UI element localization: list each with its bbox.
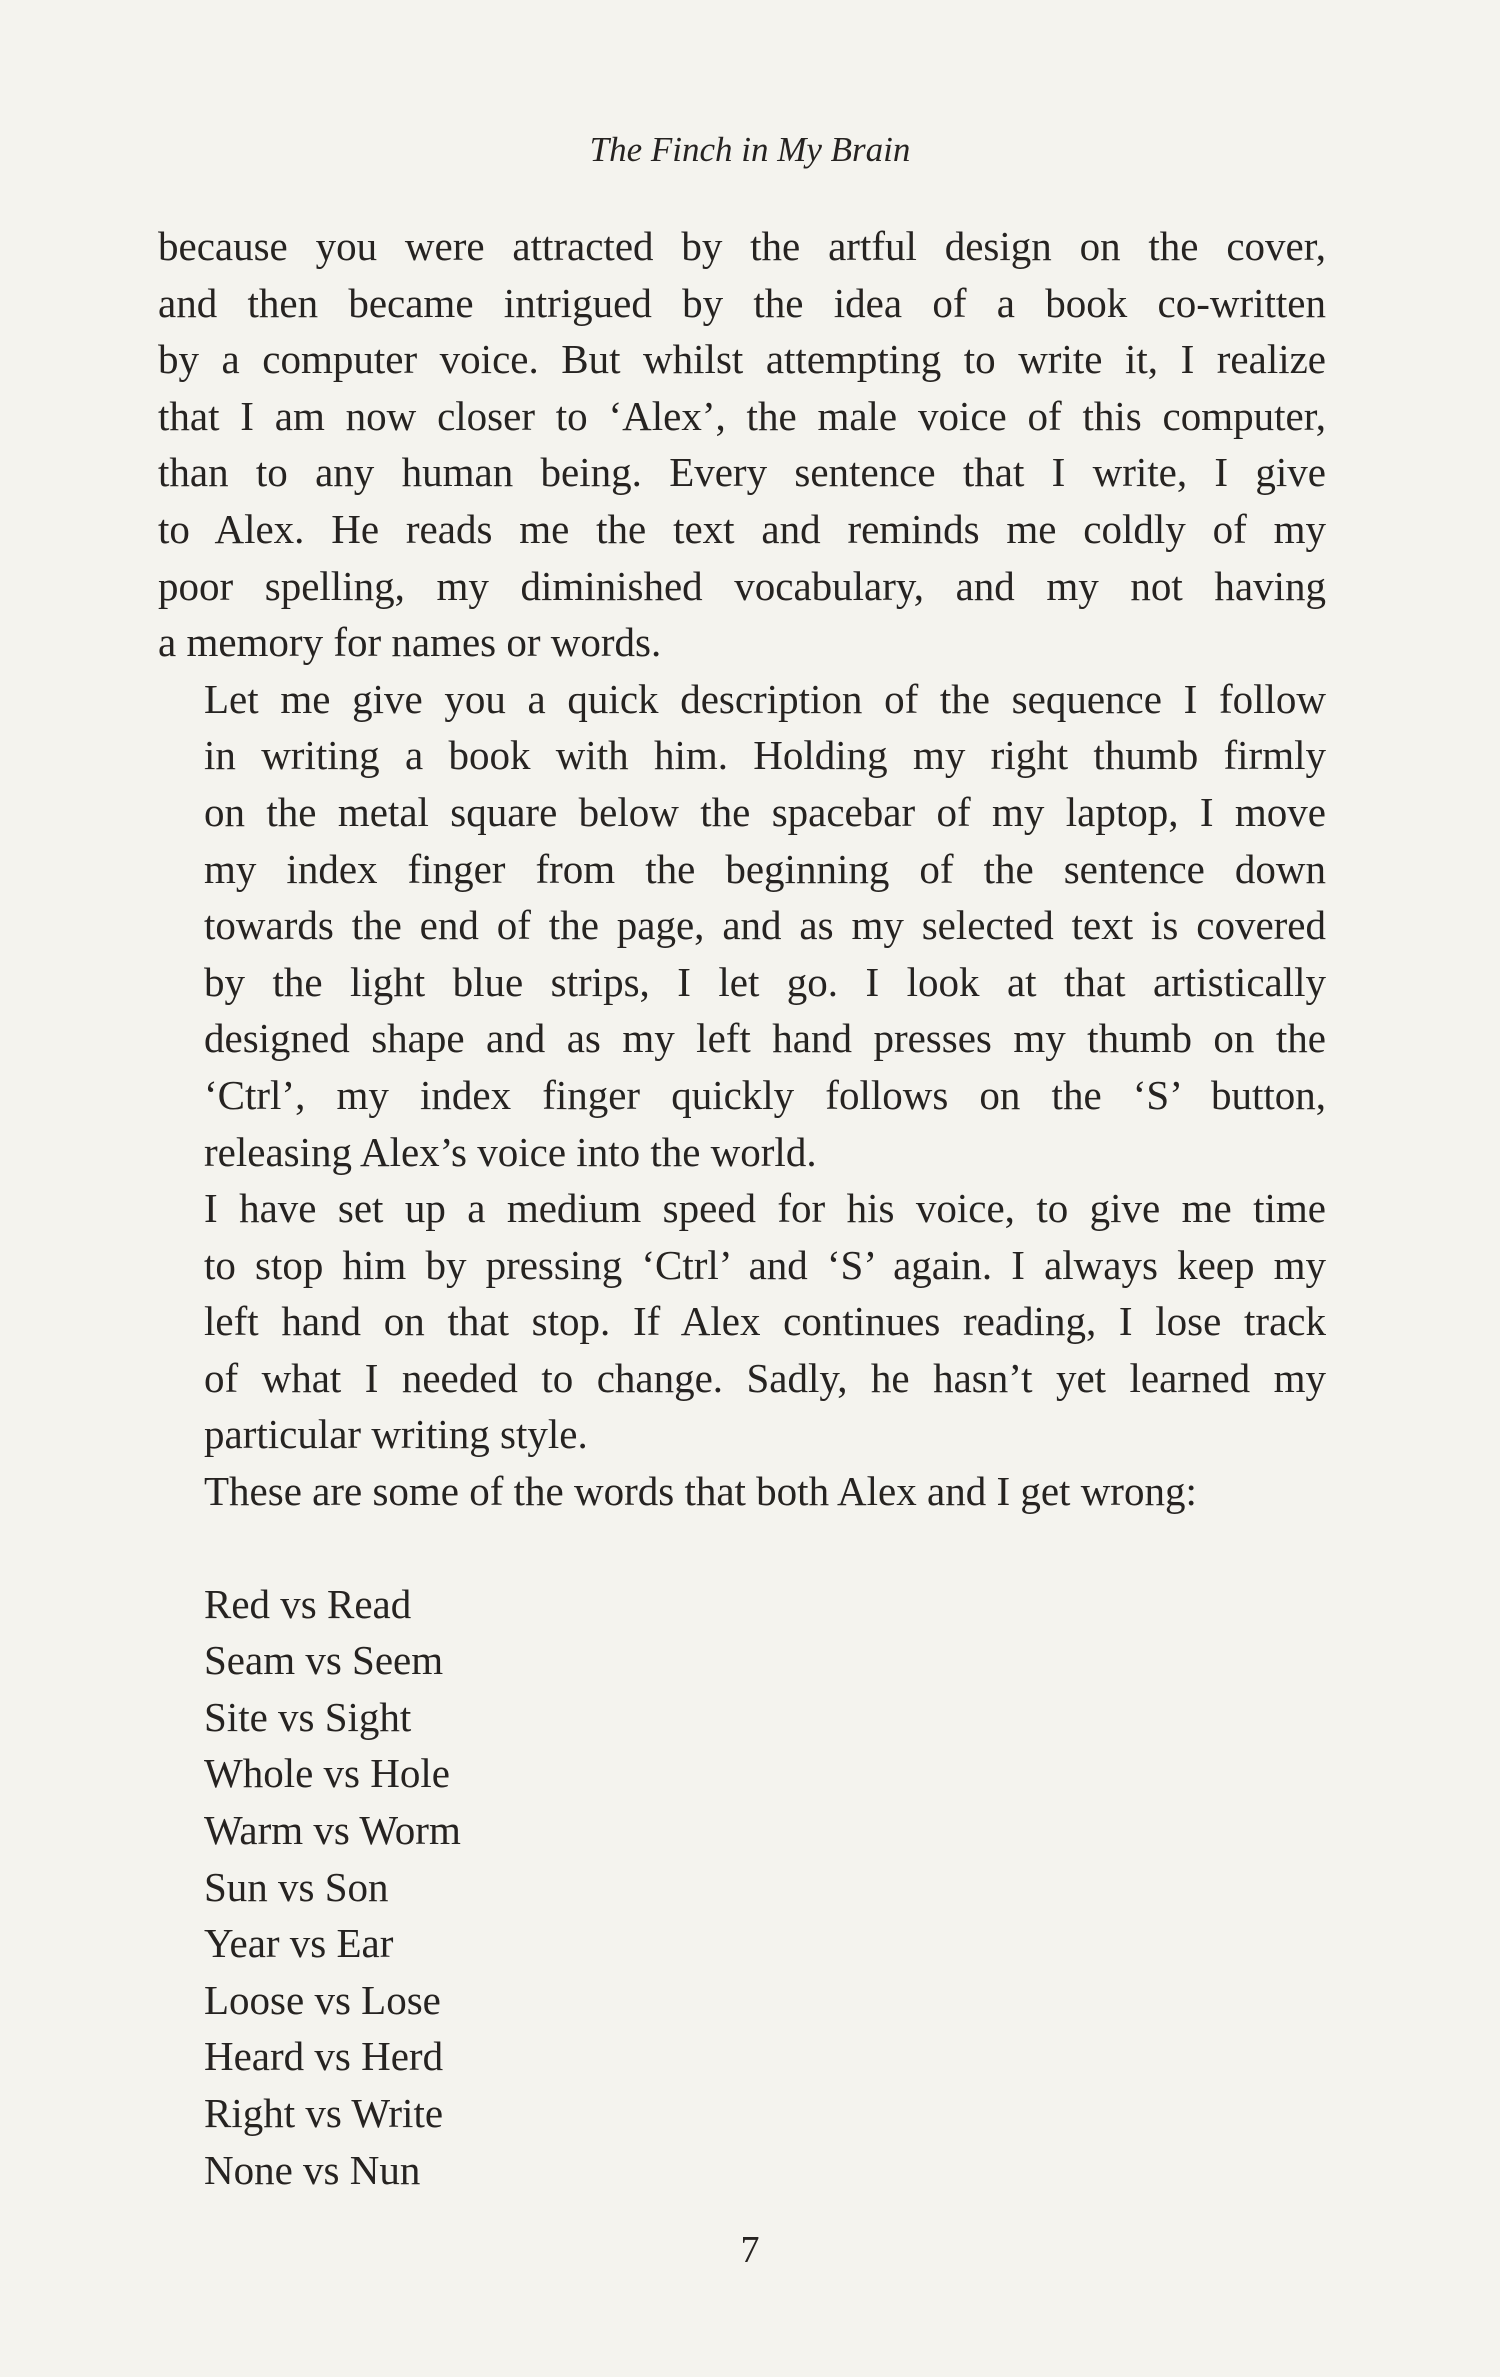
list-item: Loose vs Lose [204,1976,441,2023]
text-line: in writing a book with him. Holding my right thumb firmly [204,732,1326,779]
list-item: Warm vs Worm [204,1807,461,1854]
text-line: my index finger from the beginning of the sentence down [204,845,1326,892]
text-line: by the light blue strips, I let go. I look at that artistically [204,958,1326,1005]
text-line: because you were attracted by the artful design on the cover, [158,223,1326,269]
list-item: Seam vs Seem [204,1637,444,1684]
word-pair-list [204,1576,1326,2199]
text-line: by a computer voice. But whilst attempting to write it, I realize [158,336,1326,383]
text-line: ‘Ctrl’, my index finger quickly follows on the ‘S’ button, [204,1071,1326,1118]
text-line: designed shape and as my left hand presses my thumb on the [204,1015,1326,1062]
text-line: a memory for names or words. [158,619,662,666]
paragraph [158,218,1326,671]
text-line: that I am now closer to ‘Alex’, the male voice of this computer, [158,392,1326,439]
paragraph [158,1463,1326,1520]
text-line: towards the end of the page, and as my selected text is covered [204,902,1326,949]
text-line: poor spelling, my diminished vocabulary, and my not having [158,562,1326,609]
list-item: Year vs Ear [204,1920,394,1967]
running-head: The Finch in My Brain [589,130,911,169]
list-item: Sun vs Son [204,1863,389,1910]
list-item: Site vs Sight [204,1693,412,1740]
list-item: Whole vs Hole [204,1750,450,1797]
text-line: releasing Alex’s voice into the world. [204,1128,817,1175]
list-item: Right vs Write [204,2090,444,2136]
paragraph [158,671,1326,1180]
list-item: Heard vs Herd [204,2033,444,2080]
text-line: particular writing style. [204,1411,588,1458]
list-item: Red vs Read [204,1580,412,1627]
paragraph [158,1180,1326,1463]
text-line: to stop him by pressing ‘Ctrl’ and ‘S’ again. I always keep my [204,1241,1326,1288]
text-line: I have set up a medium speed for his voice, to give me time [204,1185,1326,1232]
text-line: Let me give you a quick description of the sequence I follow [204,675,1326,722]
page-number: 7 [740,2229,760,2271]
body-text [158,218,1326,2198]
text-line: These are some of the words that both Alex and I get wrong: [204,1468,1197,1515]
text-line: than to any human being. Every sentence that I write, I give [158,449,1326,496]
text-line: and then became intrigued by the idea of a book co-written [158,279,1326,326]
list-item: None vs Nun [204,2146,421,2193]
text-line: left hand on that stop. If Alex continues reading, I lose track [204,1298,1326,1345]
text-line: to Alex. He reads me the text and reminds me coldly of my [158,505,1326,552]
text-line: on the metal square below the spacebar of my laptop, I move [204,788,1326,835]
text-line: of what I needed to change. Sadly, he hasn’t yet learned my [204,1354,1326,1401]
